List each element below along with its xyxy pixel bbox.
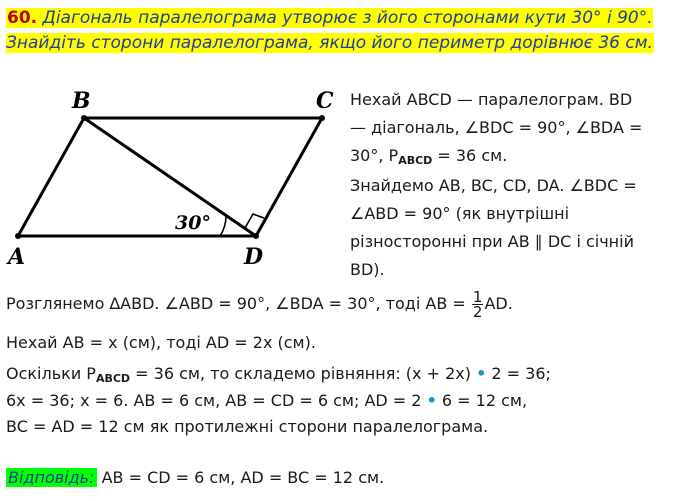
solution-line-4-b: 6 = 12 см, [436,391,528,410]
solution-line-1-b: AD. [484,294,513,313]
solution-line-4-a: 6x = 36; x = 6. AB = 6 см, AB = CD = 6 см; AD = 2 [6,391,427,410]
label-c: C [316,88,334,114]
solution-line-1-a: Розглянемо ∆ABD. ∠ABD = 90°, ∠BDA = 30°, тоді AB = [6,294,471,313]
solution-line-4 [6,389,527,413]
vertex-dot-a [15,233,21,239]
vertex-dot-c [319,115,325,121]
given-line-7: BD). [350,260,385,279]
answer-line [6,466,384,490]
given-line-6: різносторонні при AB ∥ DC і січній [350,232,634,251]
given-line-4: Знайдемо AB, BC, CD, DA. ∠BDC = [350,176,637,195]
parallelogram-figure [0,86,345,266]
given-line-1: Нехай ABCD — паралелограм. BD [350,90,633,109]
problem-number: 60. [7,8,38,28]
angle-arc-bda [220,216,226,236]
solution-line-3 [6,362,551,388]
multiply-dot-1: • [476,364,487,383]
label-d: D [244,244,264,266]
fraction-denominator: 2 [472,303,483,321]
answer-label: Відповідь: [8,468,95,487]
label-b: B [72,88,91,114]
solution-line-5: BC = AD = 12 см як протилежні сторони паралелограма. [6,417,489,436]
given-line-3-a: 30°, P [350,146,399,165]
solution-line-1 [6,290,513,319]
vertex-dot-b [81,115,87,121]
given-line-5: ∠ABD = 90° (як внутрішні [350,204,570,223]
solution-line-3-c: 2 = 36; [486,364,551,383]
multiply-dot-2: • [426,391,437,410]
given-perimeter-subscript: ABCD [398,154,433,167]
answer-text: AB = CD = 6 см, AD = BC = 12 см. [96,468,385,487]
given-line-3-b: = 36 см. [432,146,508,165]
given-line-3 [350,142,690,172]
problem-text: Діагональ паралелограма утворює з його сторонами кути 30° і 90°. Знайдіть сторони паралелограма, якщо його периметр дорівнює 36 см. [6,8,653,53]
vertex-dot-d [253,233,259,239]
fraction-numerator: 1 [472,288,483,306]
given-line-2: — діагональ, ∠BDC = 90°, ∠BDA = [350,118,643,137]
angle-label-30: 30° [175,212,211,234]
problem-highlight [6,8,654,53]
fraction-one-half [472,290,484,319]
given-block [350,86,690,284]
diagonal-bd [84,118,256,236]
solution-line-2: Нехай AB = x (см), тоді AD = 2x (см). [6,333,316,352]
solution-line-3-b: = 36 см, то складемо рівняння: (x + 2x) [130,364,477,383]
problem-statement [6,6,686,56]
solution-perimeter-subscript: ABCD [95,372,131,385]
label-a: A [8,244,26,266]
solution-line-3-a: Оскільки P [6,364,96,383]
